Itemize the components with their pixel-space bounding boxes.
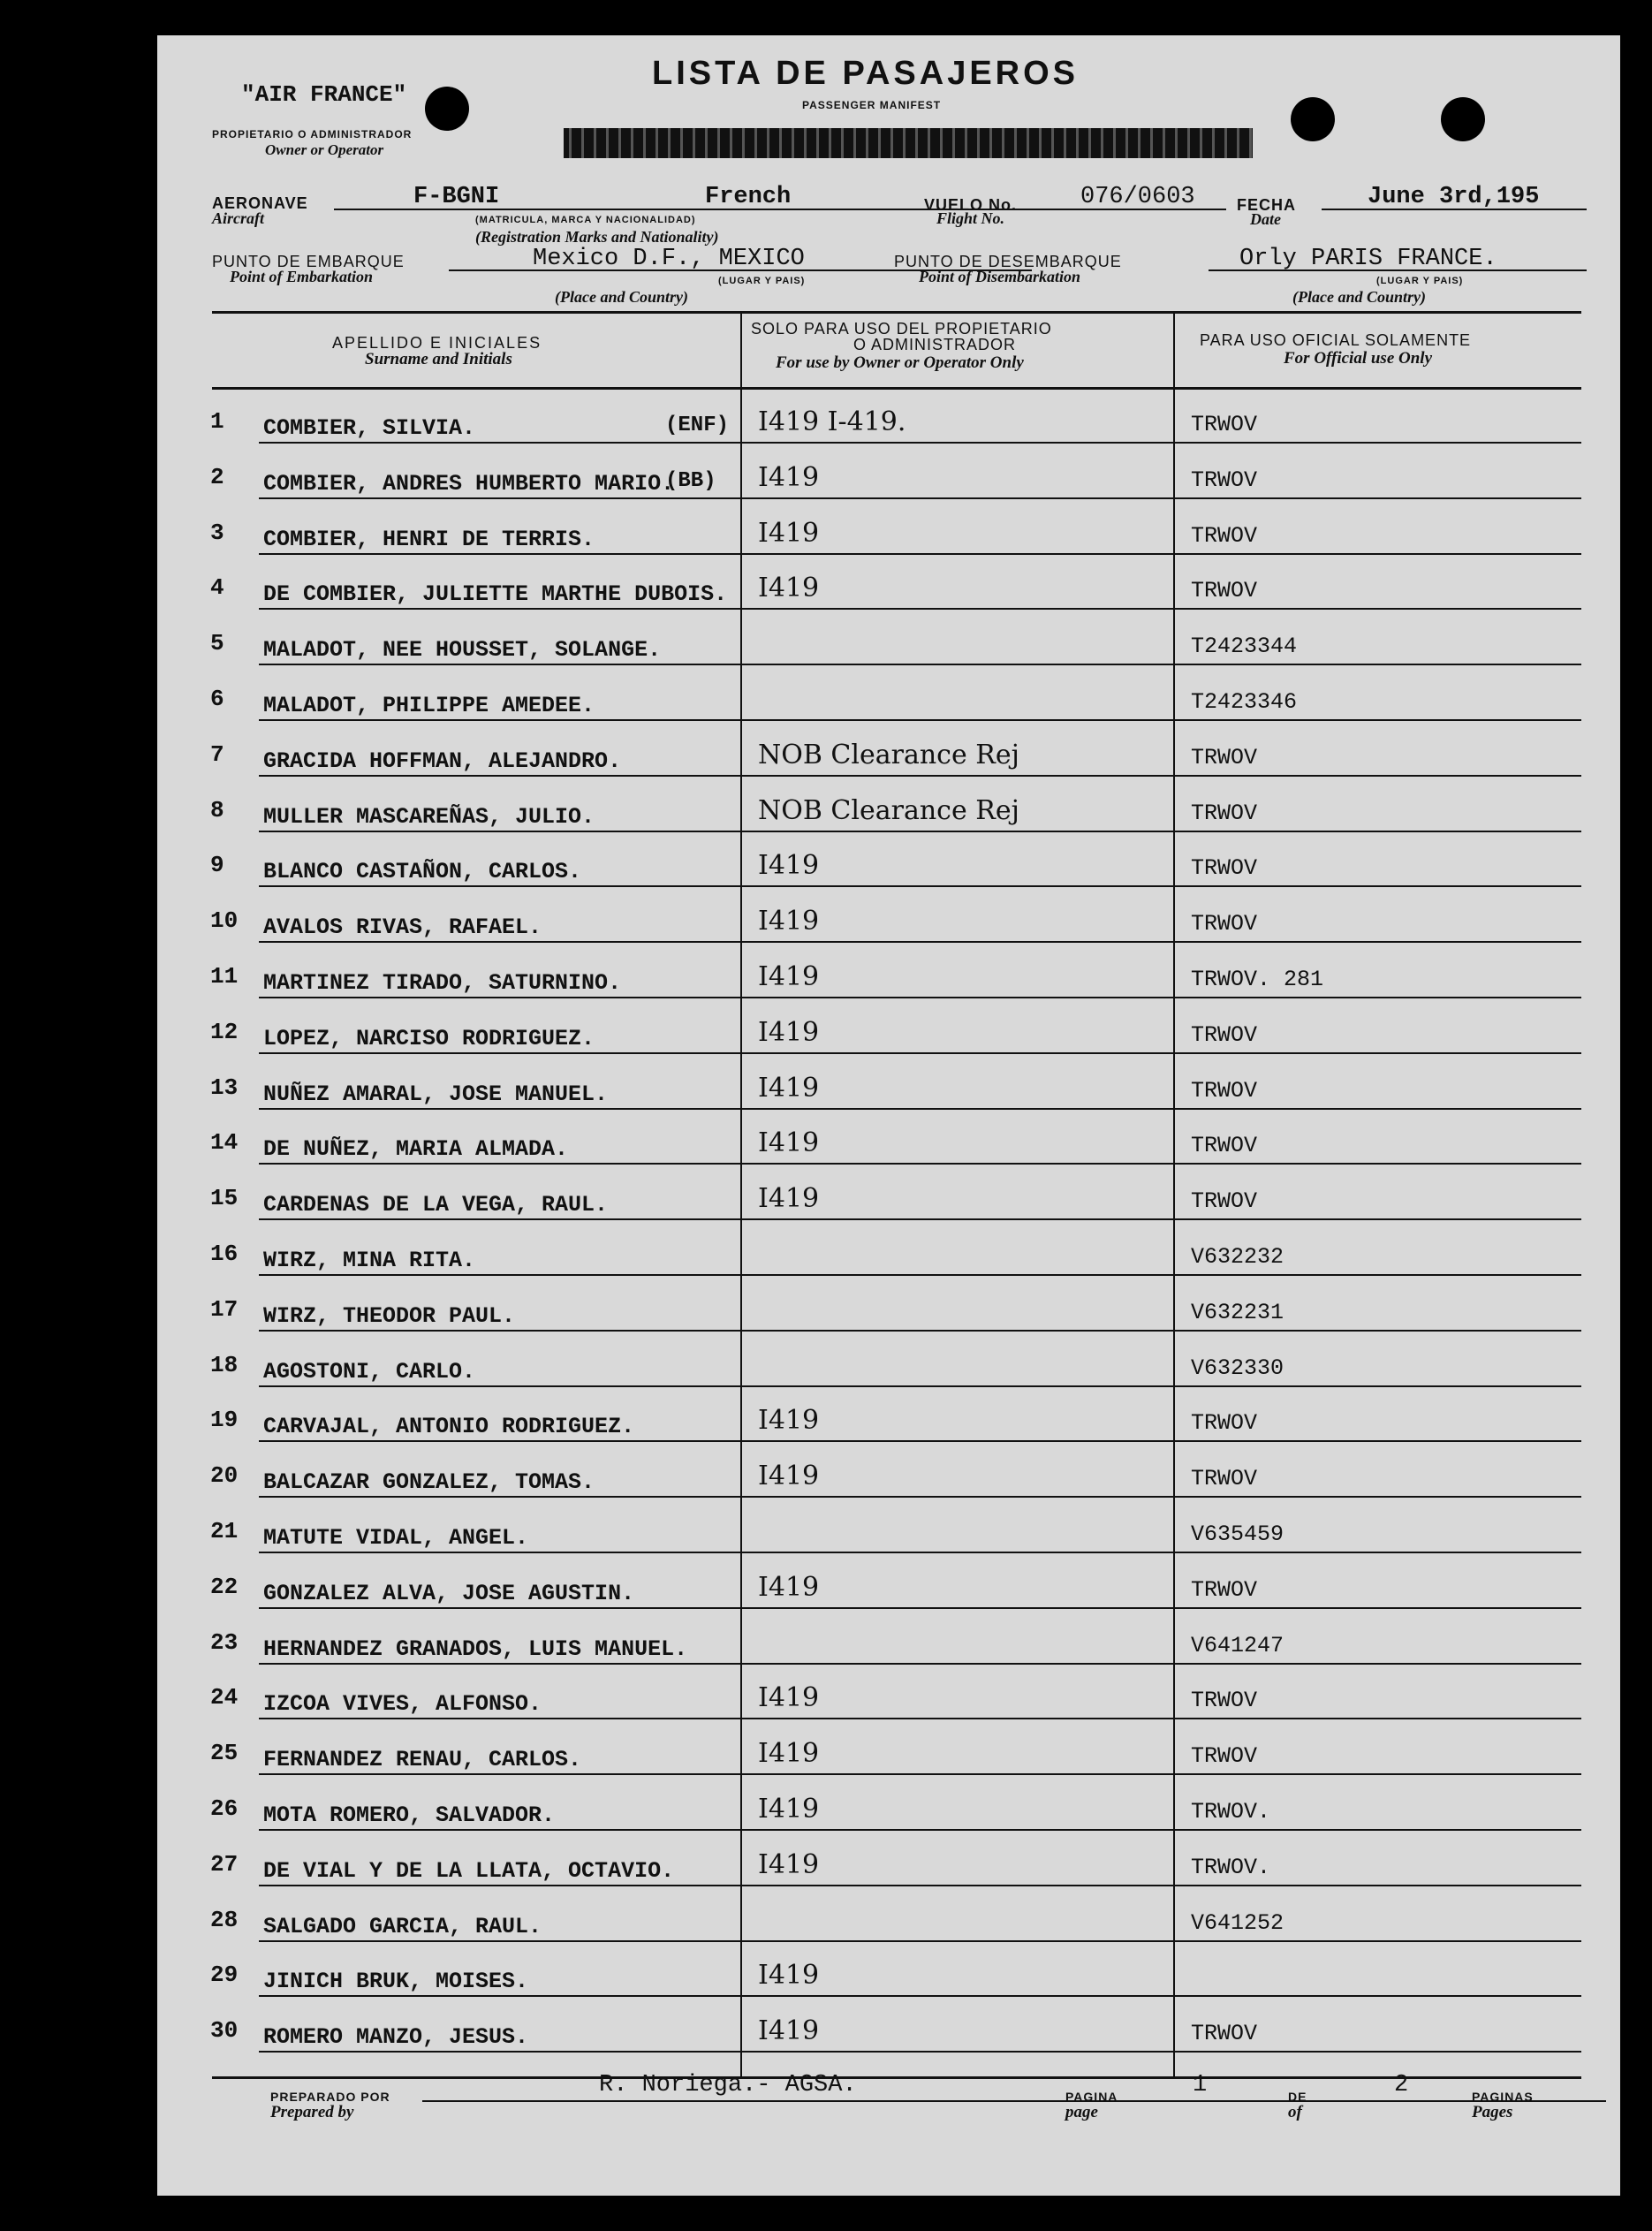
official-annotation: TRWOV (1191, 911, 1258, 937)
row-rule (259, 719, 1581, 721)
table-top-rule (212, 311, 1581, 314)
passenger-name: LOPEZ, NARCISO RODRIGUEZ. (263, 1026, 595, 1051)
passenger-name: WIRZ, MINA RITA. (263, 1248, 476, 1273)
row-rule (259, 1052, 1581, 1054)
official-annotation: V641247 (1191, 1633, 1284, 1658)
owner-annotation: I419 (758, 573, 820, 603)
page-subtitle: PASSENGER MANIFEST (802, 99, 942, 111)
row-number: 20 (210, 1462, 239, 1489)
official-annotation: TRWOV (1191, 1022, 1258, 1048)
official-annotation: TRWOV (1191, 745, 1258, 770)
row-number: 30 (210, 2017, 239, 2044)
row-rule (259, 1440, 1581, 1442)
owner-annotation: I419 (758, 1017, 820, 1048)
row-number: 13 (210, 1074, 239, 1101)
official-annotation: V632232 (1191, 1244, 1284, 1270)
owner-annotation: I419 (758, 1461, 820, 1491)
passenger-name: WIRZ, THEODOR PAUL. (263, 1303, 516, 1329)
table-header-rule (212, 387, 1581, 390)
row-number: 26 (210, 1795, 239, 1822)
official-annotation: TRWOV (1191, 1466, 1258, 1491)
owner-annotation: I419 (758, 1849, 820, 1880)
passenger-name: BALCAZAR GONZALEZ, TOMAS. (263, 1469, 595, 1495)
embarkation-label-en: Point of Embarkation (230, 268, 374, 285)
row-rule (259, 1330, 1581, 1332)
owner-annotation: I419 (758, 1960, 820, 1991)
official-annotation: V641252 (1191, 1910, 1284, 1936)
row-number: 1 (210, 408, 224, 435)
passenger-name: MOTA ROMERO, SALVADOR. (263, 1802, 556, 1828)
official-annotation: TRWOV (1191, 1410, 1258, 1436)
row-number: 11 (210, 963, 239, 990)
owner-annotation: I419 (758, 1073, 820, 1104)
passenger-name: AVALOS RIVAS, RAFAEL. (263, 914, 542, 940)
official-annotation: TRWOV (1191, 578, 1258, 603)
row-number: 29 (210, 1962, 239, 1988)
row-rule (259, 1496, 1581, 1498)
col-surname-en: Surname and Initials (365, 350, 512, 368)
owner-annotation: NOB Clearance Rej (758, 795, 1019, 826)
owner-annotation: I419 (758, 462, 820, 493)
official-annotation: TRWOV (1191, 1688, 1258, 1713)
aircraft-label-es: AERONAVE (212, 194, 308, 212)
manifest-page (157, 35, 1620, 2196)
owner-annotation: I419 (758, 518, 820, 549)
official-annotation: T2423346 (1191, 689, 1298, 715)
official-annotation: TRWOV (1191, 467, 1258, 493)
redacted-operator-line (564, 128, 1253, 158)
row-rule (259, 1607, 1581, 1609)
official-annotation: TRWOV (1191, 412, 1258, 437)
row-number: 12 (210, 1019, 239, 1045)
of-label-es: DE (1288, 2090, 1307, 2104)
col-owner-es-2: O ADMINISTRADOR (853, 336, 1017, 353)
row-rule (259, 831, 1581, 832)
row-rule (259, 1385, 1581, 1387)
owner-annotation: I419 I-419. (758, 406, 906, 437)
row-rule (259, 775, 1581, 777)
passenger-name: COMBIER, HENRI DE TERRIS. (263, 527, 595, 552)
flight-label-es: VUELO No. (924, 196, 1018, 214)
embarkation-value: Mexico D.F., MEXICO (533, 246, 805, 272)
col-owner-es-1: SOLO PARA USO DEL PROPIETARIO (751, 320, 1052, 338)
col-official-en: For Official use Only (1284, 349, 1433, 368)
owner-annotation: NOB Clearance Rej (758, 740, 1019, 770)
row-number: 18 (210, 1352, 239, 1378)
row-rule (259, 1663, 1581, 1665)
passenger-name: HERNANDEZ GRANADOS, LUIS MANUEL. (263, 1636, 688, 1662)
row-rule (259, 664, 1581, 665)
row-rule (259, 997, 1581, 998)
row-rule (259, 1995, 1581, 1997)
official-annotation: TRWOV (1191, 855, 1258, 881)
row-rule (259, 442, 1581, 444)
date-label-es: FECHA (1237, 196, 1296, 214)
owner-annotation: I419 (758, 850, 820, 881)
passenger-note: (ENF) (665, 414, 730, 437)
operator-name: "AIR FRANCE" (241, 81, 407, 108)
official-annotation: TRWOV (1191, 1743, 1258, 1769)
row-number: 21 (210, 1518, 239, 1544)
official-annotation: TRWOV (1191, 1133, 1258, 1158)
row-rule (259, 1885, 1581, 1886)
row-rule (259, 1773, 1581, 1775)
page-label-es: PAGINA (1065, 2090, 1118, 2104)
row-rule (259, 1163, 1581, 1165)
pages-label-es: PAGINAS (1472, 2090, 1534, 2104)
flight-label-en: Flight No. (936, 209, 1005, 227)
row-rule (259, 553, 1581, 555)
flight-number: 076/0603 (1080, 184, 1195, 210)
punch-hole (1441, 97, 1485, 141)
passenger-name: CARVAJAL, ANTONIO RODRIGUEZ. (263, 1414, 635, 1439)
official-annotation: TRWOV (1191, 1078, 1258, 1104)
col-official-es: PARA USO OFICIAL SOLAMENTE (1200, 331, 1472, 349)
official-annotation: TRWOV (1191, 2021, 1258, 2046)
column-divider-1 (740, 311, 742, 2078)
row-rule (259, 1274, 1581, 1276)
row-number: 3 (210, 520, 224, 546)
row-number: 15 (210, 1185, 239, 1211)
disembarkation-value: Orly PARIS FRANCE. (1239, 246, 1497, 272)
passenger-note: (BB) (665, 469, 716, 493)
page-label-en: page (1065, 2103, 1098, 2121)
row-number: 6 (210, 686, 224, 712)
owner-annotation: I419 (758, 1738, 820, 1769)
row-number: 2 (210, 464, 224, 490)
passenger-name: COMBIER, ANDRES HUMBERTO MARIO. (263, 471, 675, 497)
passenger-name: AGOSTONI, CARLO. (263, 1359, 476, 1385)
official-annotation: TRWOV (1191, 1188, 1258, 1214)
passenger-name: MULLER MASCAREÑAS, JULIO. (263, 804, 595, 830)
row-rule (259, 1552, 1581, 1553)
column-divider-2 (1173, 311, 1175, 2078)
aircraft-nationality: French (705, 184, 792, 210)
passenger-name: SALGADO GARCIA, RAUL. (263, 1914, 542, 1939)
passenger-name: GRACIDA HOFFMAN, ALEJANDRO. (263, 748, 622, 774)
official-annotation: TRWOV. (1191, 1799, 1271, 1825)
official-annotation: TRWOV. 281 (1191, 967, 1324, 992)
passenger-name: GONZALEZ ALVA, JOSE AGUSTIN. (263, 1581, 635, 1606)
passenger-name: MALADOT, NEE HOUSSET, SOLANGE. (263, 637, 662, 663)
page-title: LISTA DE PASAJEROS (652, 55, 1080, 92)
col-surname-es: APELLIDO E INICIALES (332, 334, 542, 352)
aircraft-label-en: Aircraft (212, 209, 265, 227)
official-annotation: TRWOV. (1191, 1855, 1271, 1880)
official-annotation: V632330 (1191, 1355, 1284, 1381)
operator-label-en: Owner or Operator (265, 141, 384, 158)
passenger-name: MATUTE VIDAL, ANGEL. (263, 1525, 529, 1551)
row-rule (259, 1108, 1581, 1110)
page-number: 1 (1193, 2072, 1208, 2098)
passenger-name: NUÑEZ AMARAL, JOSE MANUEL. (263, 1081, 609, 1107)
pages-label-en: Pages (1472, 2103, 1513, 2121)
row-rule (259, 608, 1581, 610)
owner-annotation: I419 (758, 961, 820, 992)
official-annotation: T2423344 (1191, 634, 1298, 659)
row-number: 10 (210, 907, 239, 934)
total-pages: 2 (1394, 2072, 1409, 2098)
passenger-name: MALADOT, PHILIPPE AMEDEE. (263, 693, 595, 718)
owner-annotation: I419 (758, 1572, 820, 1603)
prepared-value: R. Noriega.- AGSA. (599, 2072, 857, 2098)
owner-annotation: I419 (758, 1794, 820, 1825)
embarkation-label-es: PUNTO DE EMBARQUE (212, 253, 405, 270)
disembarkation-note-en: (Place and Country) (1292, 288, 1426, 306)
operator-label-es: PROPIETARIO O ADMINISTRADOR (212, 128, 413, 140)
prepared-label-es: PREPARADO POR (270, 2090, 390, 2104)
row-number: 14 (210, 1129, 239, 1156)
row-number: 5 (210, 630, 224, 656)
col-owner-en: For use by Owner or Operator Only (776, 353, 1024, 372)
aircraft-registration: F-BGNI (413, 184, 500, 210)
passenger-name: FERNANDEZ RENAU, CARLOS. (263, 1747, 582, 1772)
row-number: 24 (210, 1684, 239, 1711)
of-label-en: of (1288, 2103, 1302, 2121)
punch-hole (1291, 97, 1335, 141)
disembarkation-note-es: (LUGAR Y PAIS) (1376, 276, 1464, 286)
prepared-label-en: Prepared by (270, 2103, 354, 2121)
owner-annotation: I419 (758, 2015, 820, 2046)
passenger-name: IZCOA VIVES, ALFONSO. (263, 1691, 542, 1717)
official-annotation: TRWOV (1191, 523, 1258, 549)
row-rule (259, 1940, 1581, 1942)
embarkation-note-es: (LUGAR Y PAIS) (718, 276, 806, 286)
punch-hole (425, 87, 469, 131)
disembarkation-label-es: PUNTO DE DESEMBARQUE (894, 253, 1122, 270)
row-rule (259, 1718, 1581, 1719)
row-number: 16 (210, 1241, 239, 1267)
passenger-name: JINICH BRUK, MOISES. (263, 1969, 529, 1994)
row-number: 23 (210, 1629, 239, 1656)
passenger-name: MARTINEZ TIRADO, SATURNINO. (263, 970, 622, 996)
row-number: 22 (210, 1574, 239, 1600)
owner-annotation: I419 (758, 1127, 820, 1158)
passenger-name: DE NUÑEZ, MARIA ALMADA. (263, 1136, 569, 1162)
official-annotation: V632231 (1191, 1300, 1284, 1325)
row-rule (259, 1218, 1581, 1220)
passenger-name: CARDENAS DE LA VEGA, RAUL. (263, 1192, 609, 1218)
passenger-name: COMBIER, SILVIA. (263, 415, 476, 441)
row-rule (259, 885, 1581, 887)
row-rule (259, 2051, 1581, 2053)
official-annotation: TRWOV (1191, 801, 1258, 826)
row-number: 27 (210, 1851, 239, 1878)
passenger-name: DE COMBIER, JULIETTE MARTHE DUBOIS. (263, 581, 728, 607)
embarkation-note-en: (Place and Country) (555, 288, 688, 306)
row-rule (259, 941, 1581, 943)
row-number: 7 (210, 741, 224, 768)
owner-annotation: I419 (758, 1682, 820, 1713)
aircraft-reg-note-en: (Registration Marks and Nationality) (475, 228, 719, 246)
flight-date: June 3rd,195 (1368, 184, 1540, 210)
table-bottom-rule (212, 2076, 1581, 2079)
row-rule (259, 1829, 1581, 1831)
passenger-name: BLANCO CASTAÑON, CARLOS. (263, 859, 582, 884)
owner-annotation: I419 (758, 1183, 820, 1214)
row-number: 9 (210, 852, 224, 878)
row-number: 8 (210, 797, 224, 823)
official-annotation: TRWOV (1191, 1577, 1258, 1603)
disembarkation-label-en: Point of Disembarkation (919, 268, 1081, 285)
row-number: 19 (210, 1407, 239, 1433)
passenger-name: DE VIAL Y DE LA LLATA, OCTAVIO. (263, 1858, 675, 1884)
row-rule (259, 497, 1581, 499)
row-number: 4 (210, 574, 224, 601)
row-number: 17 (210, 1296, 239, 1323)
date-label-en: Date (1250, 210, 1281, 228)
owner-annotation: I419 (758, 1405, 820, 1436)
aircraft-reg-note-es: (MATRICULA, MARCA Y NACIONALIDAD) (475, 215, 696, 225)
row-number: 28 (210, 1907, 239, 1933)
row-number: 25 (210, 1740, 239, 1766)
owner-annotation: I419 (758, 906, 820, 937)
official-annotation: V635459 (1191, 1521, 1284, 1547)
passenger-name: ROMERO MANZO, JESUS. (263, 2024, 529, 2050)
